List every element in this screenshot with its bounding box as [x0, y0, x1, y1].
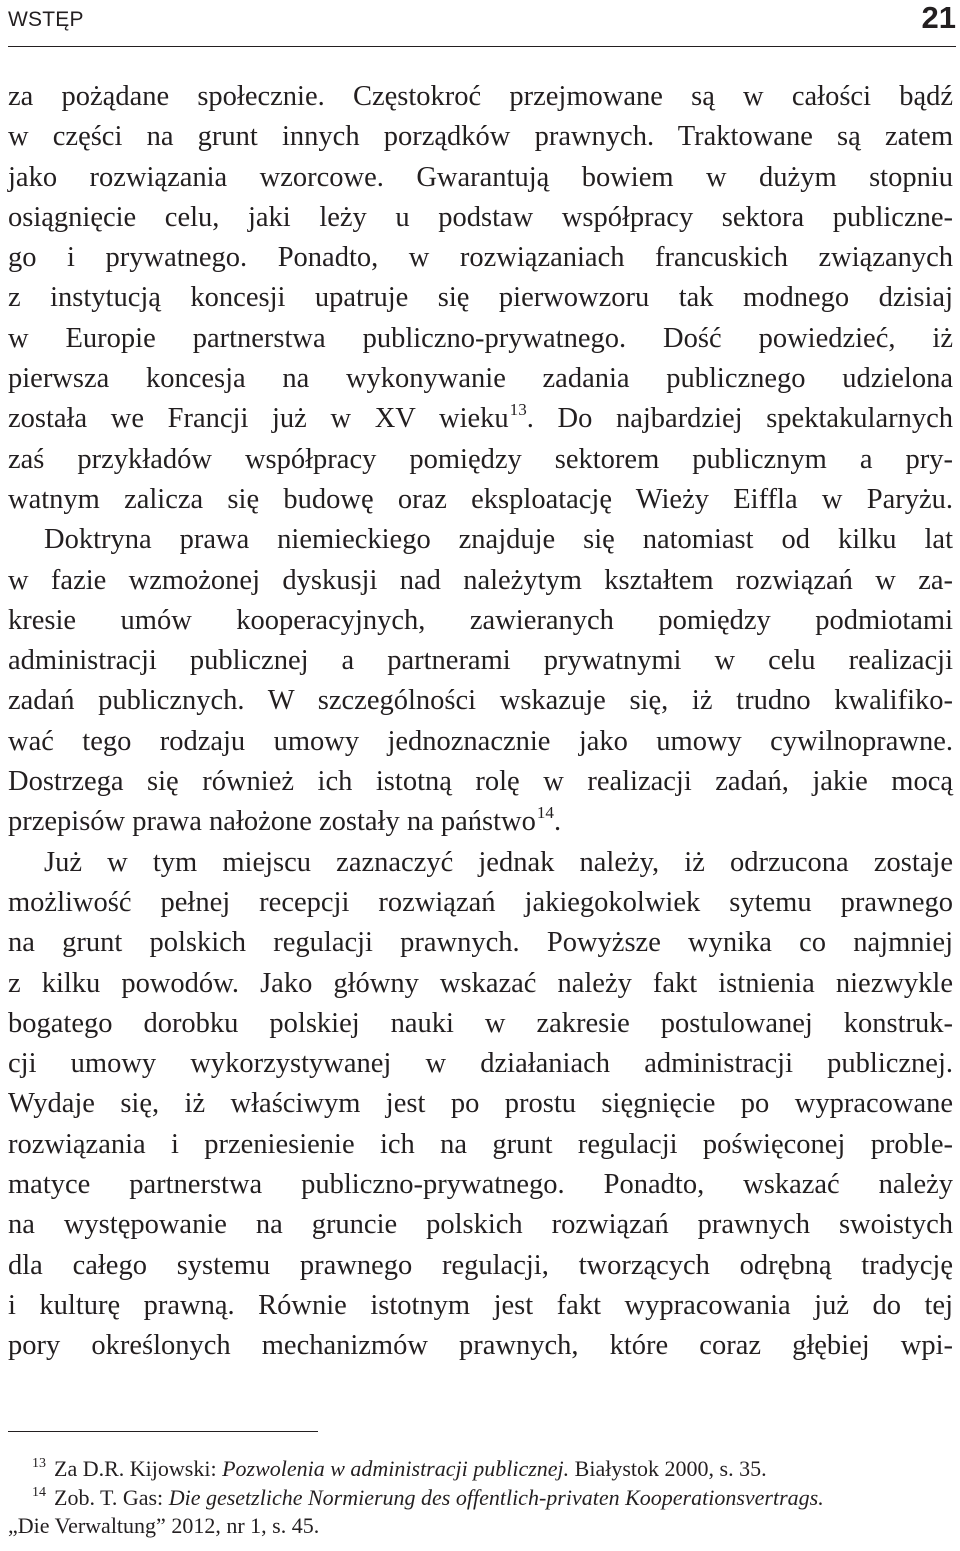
- text-line: matyce partnerstwa publiczno-prywatnego. Ponadto, wskazać należy: [8, 1169, 953, 1201]
- text-segment: przepisów prawa nałożone zostały na państwo: [8, 806, 536, 838]
- footnote-title: Die gesetzliche Normierung des offentlich-privaten Kooperationsvertrags.: [168, 1484, 824, 1510]
- text-line: jako rozwiązania wzorcowe. Gwarantują bowiem w dużym stopniu: [8, 161, 953, 193]
- text-line: i kulturę prawną. Równie istotnym jest fakt wypracowania już do tej: [8, 1289, 953, 1321]
- text-segment: .: [553, 806, 562, 838]
- text-line: rozwiązania i przeniesienie ich na grunt regulacji poświęconej proble-: [8, 1128, 953, 1160]
- text-line: zadań publicznych. W szczególności wskazuje się, iż trudno kwalifiko-: [8, 685, 953, 717]
- footnote-separator: [8, 1431, 318, 1432]
- text-line: Dostrzega się również ich istotną rolę w realizacji zadań, jakie mocą: [8, 766, 953, 798]
- text-line: dla całego systemu prawnego regulacji, tworzących odrębną tradycję: [8, 1249, 953, 1281]
- text-line: Wydaje się, iż właściwym jest po prostu sięgnięcie po wypracowane: [8, 1088, 953, 1120]
- footnote-text: Za D.R. Kijowski:: [54, 1456, 223, 1481]
- text-line: na występowanie na gruncie polskich rozwiązań prawnych swoistych: [8, 1209, 953, 1241]
- footnote-ref-13[interactable]: 13: [509, 399, 527, 419]
- text-line: [8, 399, 953, 439]
- text-line: możliwość pełnej recepcji rozwiązań jakiegokolwiek sytemu prawnego: [8, 886, 953, 918]
- text-line: w Europie partnerstwa publiczno-prywatnego. Dość powiedzieć, iż: [8, 322, 953, 354]
- paragraph-end-line: [8, 802, 953, 842]
- text-line: zaś przykładów współpracy pomiędzy sektorem publicznym a pry-: [8, 443, 953, 475]
- footnote-ref-14[interactable]: 14: [536, 802, 554, 822]
- paragraph-start-line: Doktryna prawa niemieckiego znajduje się natomiast od kilku lat: [44, 524, 953, 556]
- footnote-text: Zob. T. Gas:: [54, 1484, 169, 1510]
- text-line: watnym zalicza się budowę oraz eksploatację Wieży Eiffla w Paryżu.: [8, 483, 953, 515]
- text-line: z kilku powodów. Jako główny wskazać należy fakt istnienia niezwykle: [8, 967, 953, 999]
- text-line: kresie umów kooperacyjnych, zawieranych pomiędzy podmiotami: [8, 604, 953, 636]
- footnote-title: Pozwolenia w administracji publicznej.: [222, 1456, 570, 1481]
- text-line: z instytucją koncesji upatruje się pierwowzoru tak modnego dzisiaj: [8, 282, 953, 314]
- text-line: administracji publicznej a partnerami prywatnymi w celu realizacji: [8, 645, 953, 677]
- text-line: bogatego dorobku polskiej nauki w zakresie postulowanej konstruk-: [8, 1007, 953, 1039]
- text-line: wać tego rodzaju umowy jednoznacznie jako umowy cywilnoprawne.: [8, 725, 953, 757]
- footnote-14: 14 Zob. T. Gas: Die gesetzliche Normierung des offentlich-privaten Kooperationsvertrags.: [32, 1484, 824, 1510]
- text-line: pierwsza koncesja na wykonywanie zadania publicznego udzielona: [8, 363, 953, 395]
- running-head: WSTĘP: [8, 8, 84, 31]
- body-text: [8, 77, 953, 1367]
- footnote-text: Białystok 2000, s. 35.: [569, 1456, 767, 1481]
- text-line: za pożądane społecznie. Częstokroć przejmowane są w całości bądź: [8, 81, 953, 112]
- footnotes: [8, 1455, 953, 1541]
- footnote-14-continuation: „Die Verwaltung” 2012, nr 1, s. 45.: [8, 1513, 320, 1538]
- text-line: osiągnięcie celu, jaki leży u podstaw współpracy sektora publiczne-: [8, 201, 953, 233]
- text-line: go i prywatnego. Ponadto, w rozwiązaniach francuskich związanych: [8, 242, 953, 274]
- text-line: pory określonych mechanizmów prawnych, które coraz głębiej wpi-: [8, 1330, 953, 1362]
- page-header: [8, 0, 956, 47]
- text-segment: . Do najbardziej spektakularnych: [526, 403, 953, 435]
- text-line: w fazie wzmożonej dyskusji nad należytym kształtem rozwiązań w za-: [8, 564, 953, 596]
- text-line: cji umowy wykorzystywanej w działaniach administracji publicznej.: [8, 1048, 953, 1080]
- paragraph-start-line: Już w tym miejscu zaznaczyć jednak należy, iż odrzucona zostaje: [44, 846, 953, 878]
- footnote-13: 13 Za D.R. Kijowski: Pozwolenia w administracji publicznej. Białystok 2000, s. 35.: [32, 1456, 767, 1481]
- page-number: 21: [921, 0, 956, 35]
- text-line: w części na grunt innych porządków prawnych. Traktowane są zatem: [8, 121, 953, 153]
- text-segment: została we Francji już w XV wieku: [8, 403, 509, 435]
- text-line: na grunt polskich regulacji prawnych. Powyższe wynika co najmniej: [8, 927, 953, 959]
